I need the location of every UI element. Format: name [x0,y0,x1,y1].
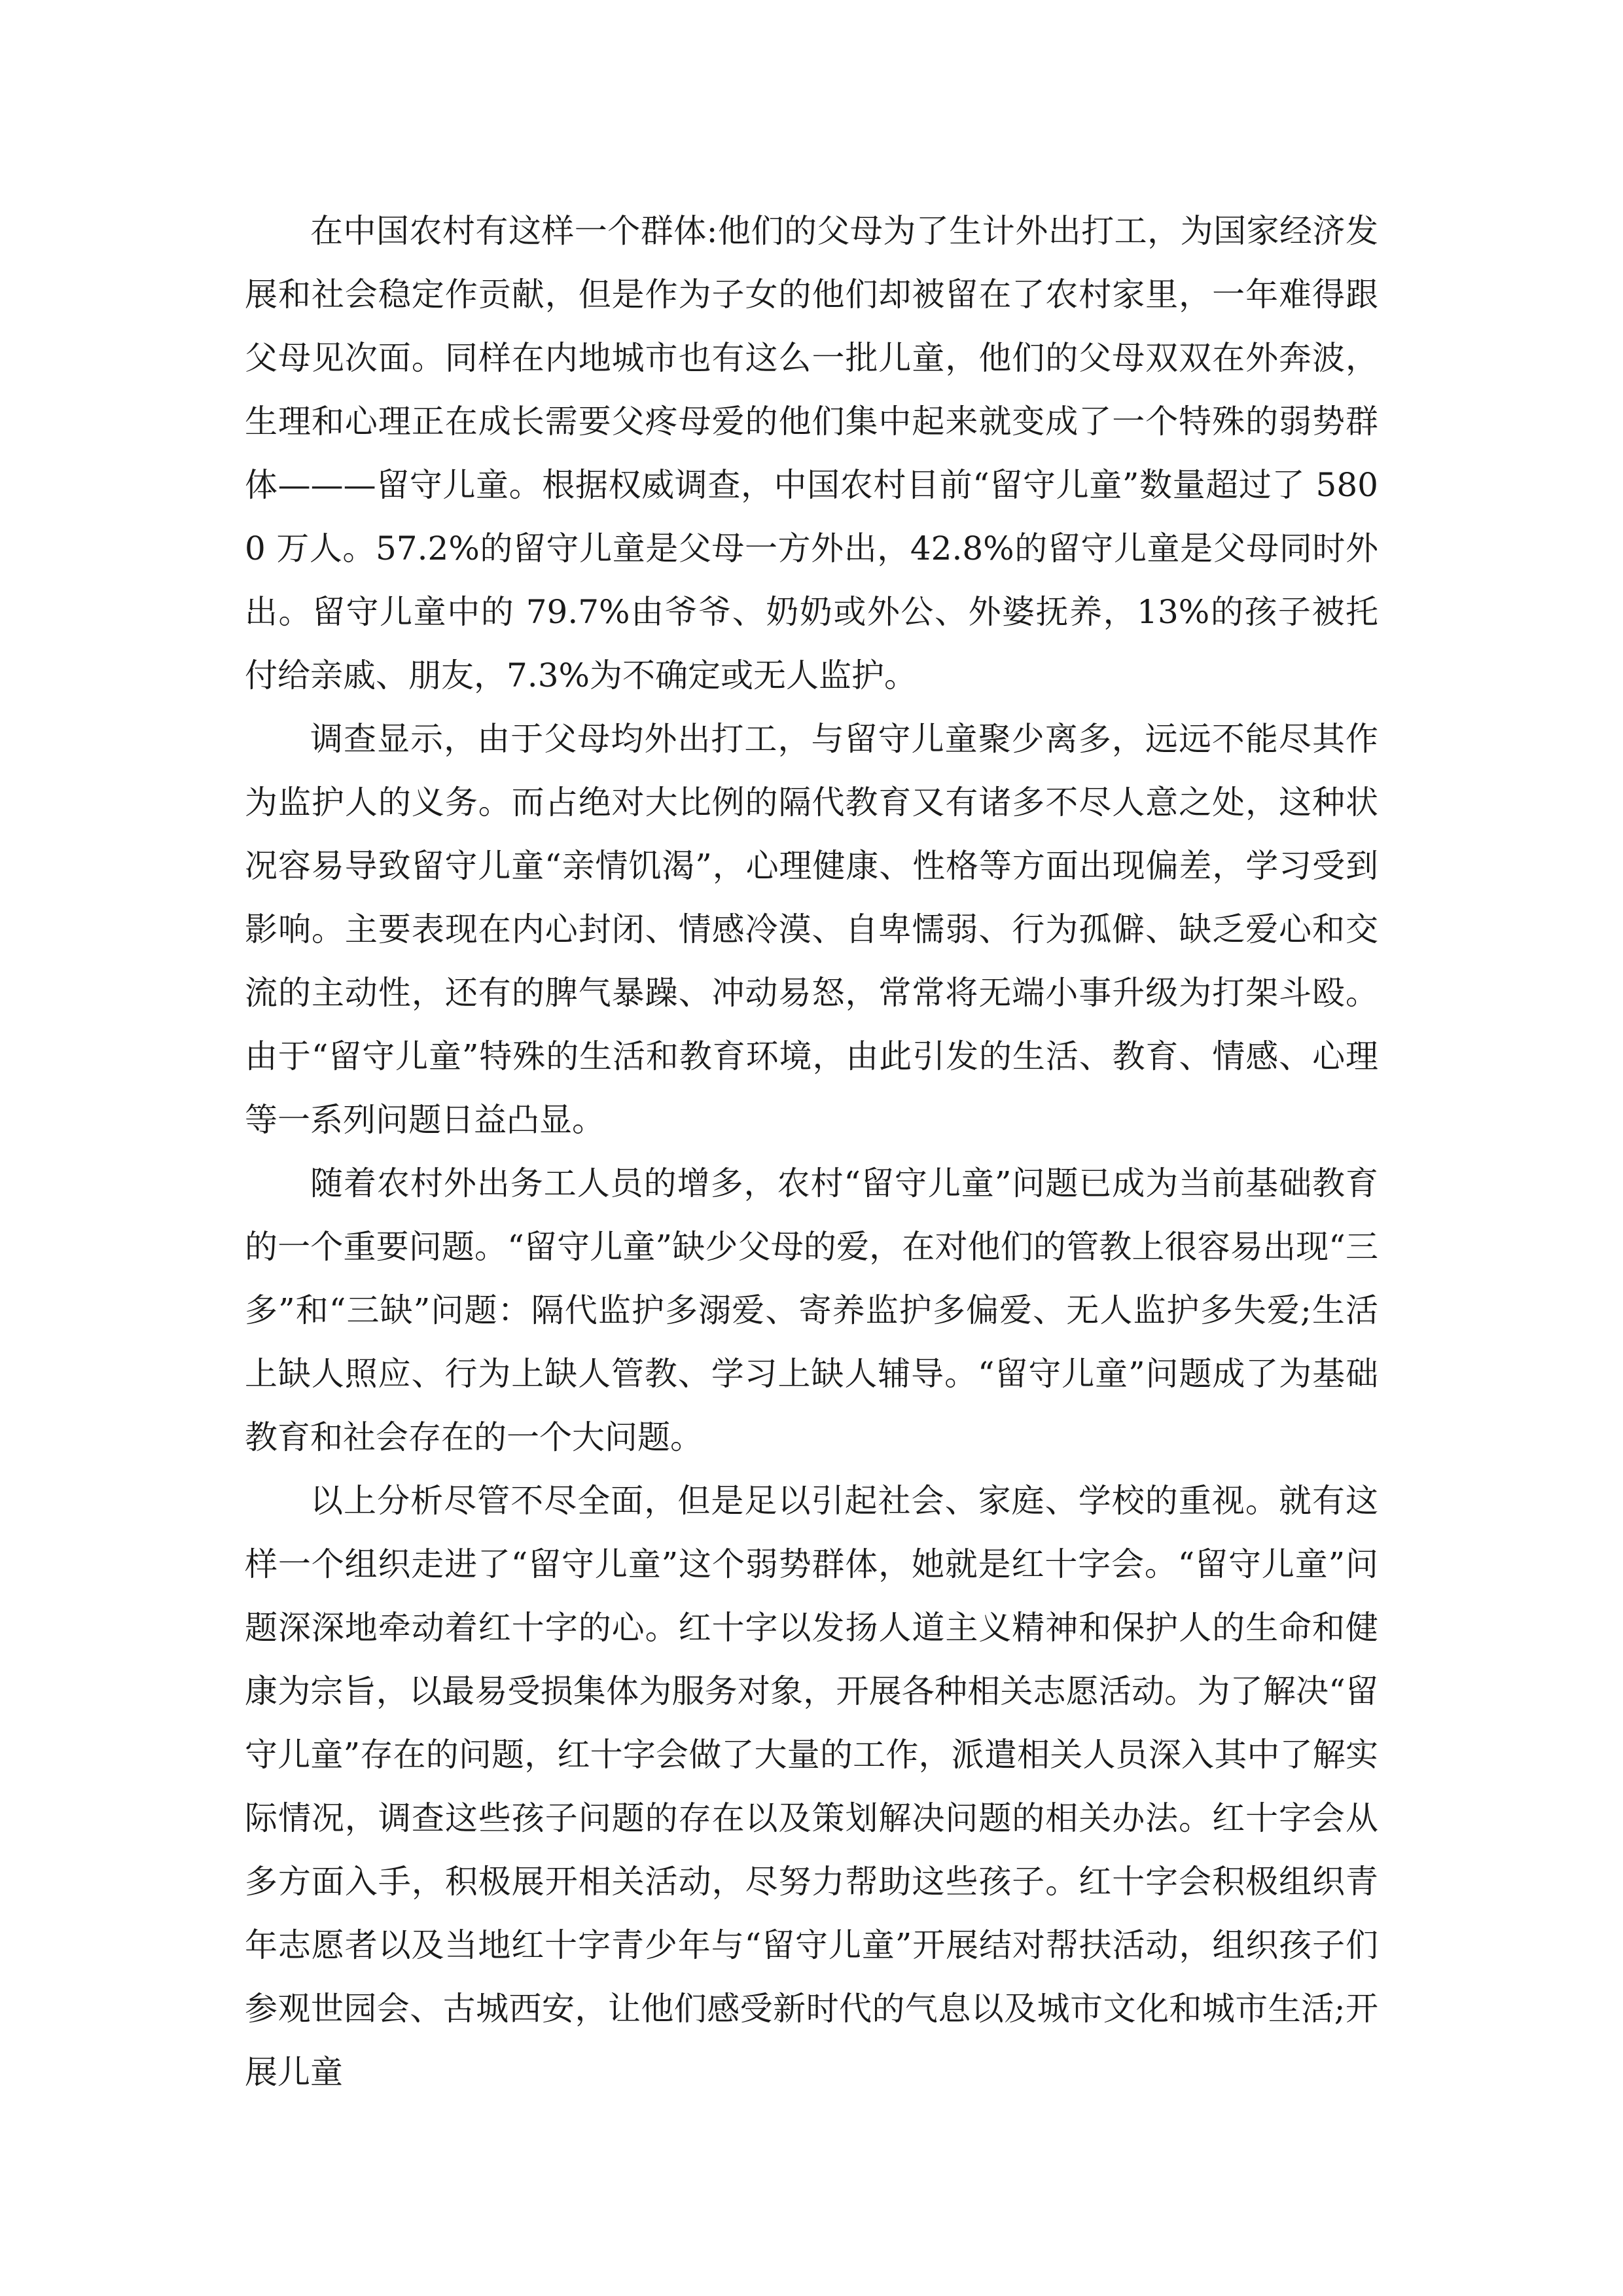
paragraph-3: 随着农村外出务工人员的增多，农村“留守儿童”问题已成为当前基础教育的一个重要问题。“留守儿童”缺少父母的爱，在对他们的管教上很容易出现“三多”和“三缺”问题：隔代监护多溺爱、寄养监护多偏爱、无人监护多失爱;生活上缺人照应、行为上缺人管教、学习上缺人辅导。“留守儿童”问题成了为基础教育和社会存在的一个大问题。 [245,1164,1378,1456]
paragraph-4: 以上分析尽管不尽全面，但是足以引起社会、家庭、学校的重视。就有这样一个组织走进了“留守儿童”这个弱势群体，她就是红十字会。“留守儿童”问题深深地牵动着红十字的心。红十字以发扬人道主义精神和保护人的生命和健康为宗旨，以最易受损集体为服务对象，开展各种相关志愿活动。为了解决“留守儿童”存在的问题，红十字会做了大量的工作，派遣相关人员深入其中了解实际情况，调查这些孩子问题的存在以及策划解决问题的相关办法。红十字会从多方面入手，积极展开相关活动，尽努力帮助这些孩子。红十字会积极组织青年志愿者以及当地红十字青少年与“留守儿童”开展结对帮扶活动，组织孩子们参观世园会、古城西安，让他们感受新时代的气息以及城市文化和城市生活;开展儿童 [245,1482,1378,2091]
paragraph-1: 在中国农村有这样一个群体:他们的父母为了生计外出打工，为国家经济发展和社会稳定作贡献，但是作为子女的他们却被留在了农村家里，一年难得跟父母见次面。同样在内地城市也有这么一批儿童，他们的父母双双在外奔波，生理和心理正在成长需要父疼母爱的他们集中起来就变成了一个特殊的弱势群体———留守儿童。根据权威调查，中国农村目前“留守儿童”数量超过了 5800 万人。57.2%的留守儿童是父母一方外出，42.8%的留守儿童是父母同时外出。留守儿童中的 79.7%由爷爷、奶奶或外公、外婆抚养，13%的孩子被托付给亲戚、朋友，7.3%为不确定或无人监护。 [245,212,1378,694]
document-body [245,200,1378,2104]
paragraph-2: 调查显示，由于父母均外出打工，与留守儿童聚少离多，远远不能尽其作为监护人的义务。而占绝对大比例的隔代教育又有诸多不尽人意之处，这种状况容易导致留守儿童“亲情饥渴”，心理健康、性格等方面出现偏差，学习受到影响。主要表现在内心封闭、情感冷漠、自卑懦弱、行为孤僻、缺乏爱心和交流的主动性，还有的脾气暴躁、冲动易怒，常常将无端小事升级为打架斗殴。由于“留守儿童”特殊的生活和教育环境，由此引发的生活、教育、情感、心理等一系列问题日益凸显。 [245,720,1378,1139]
